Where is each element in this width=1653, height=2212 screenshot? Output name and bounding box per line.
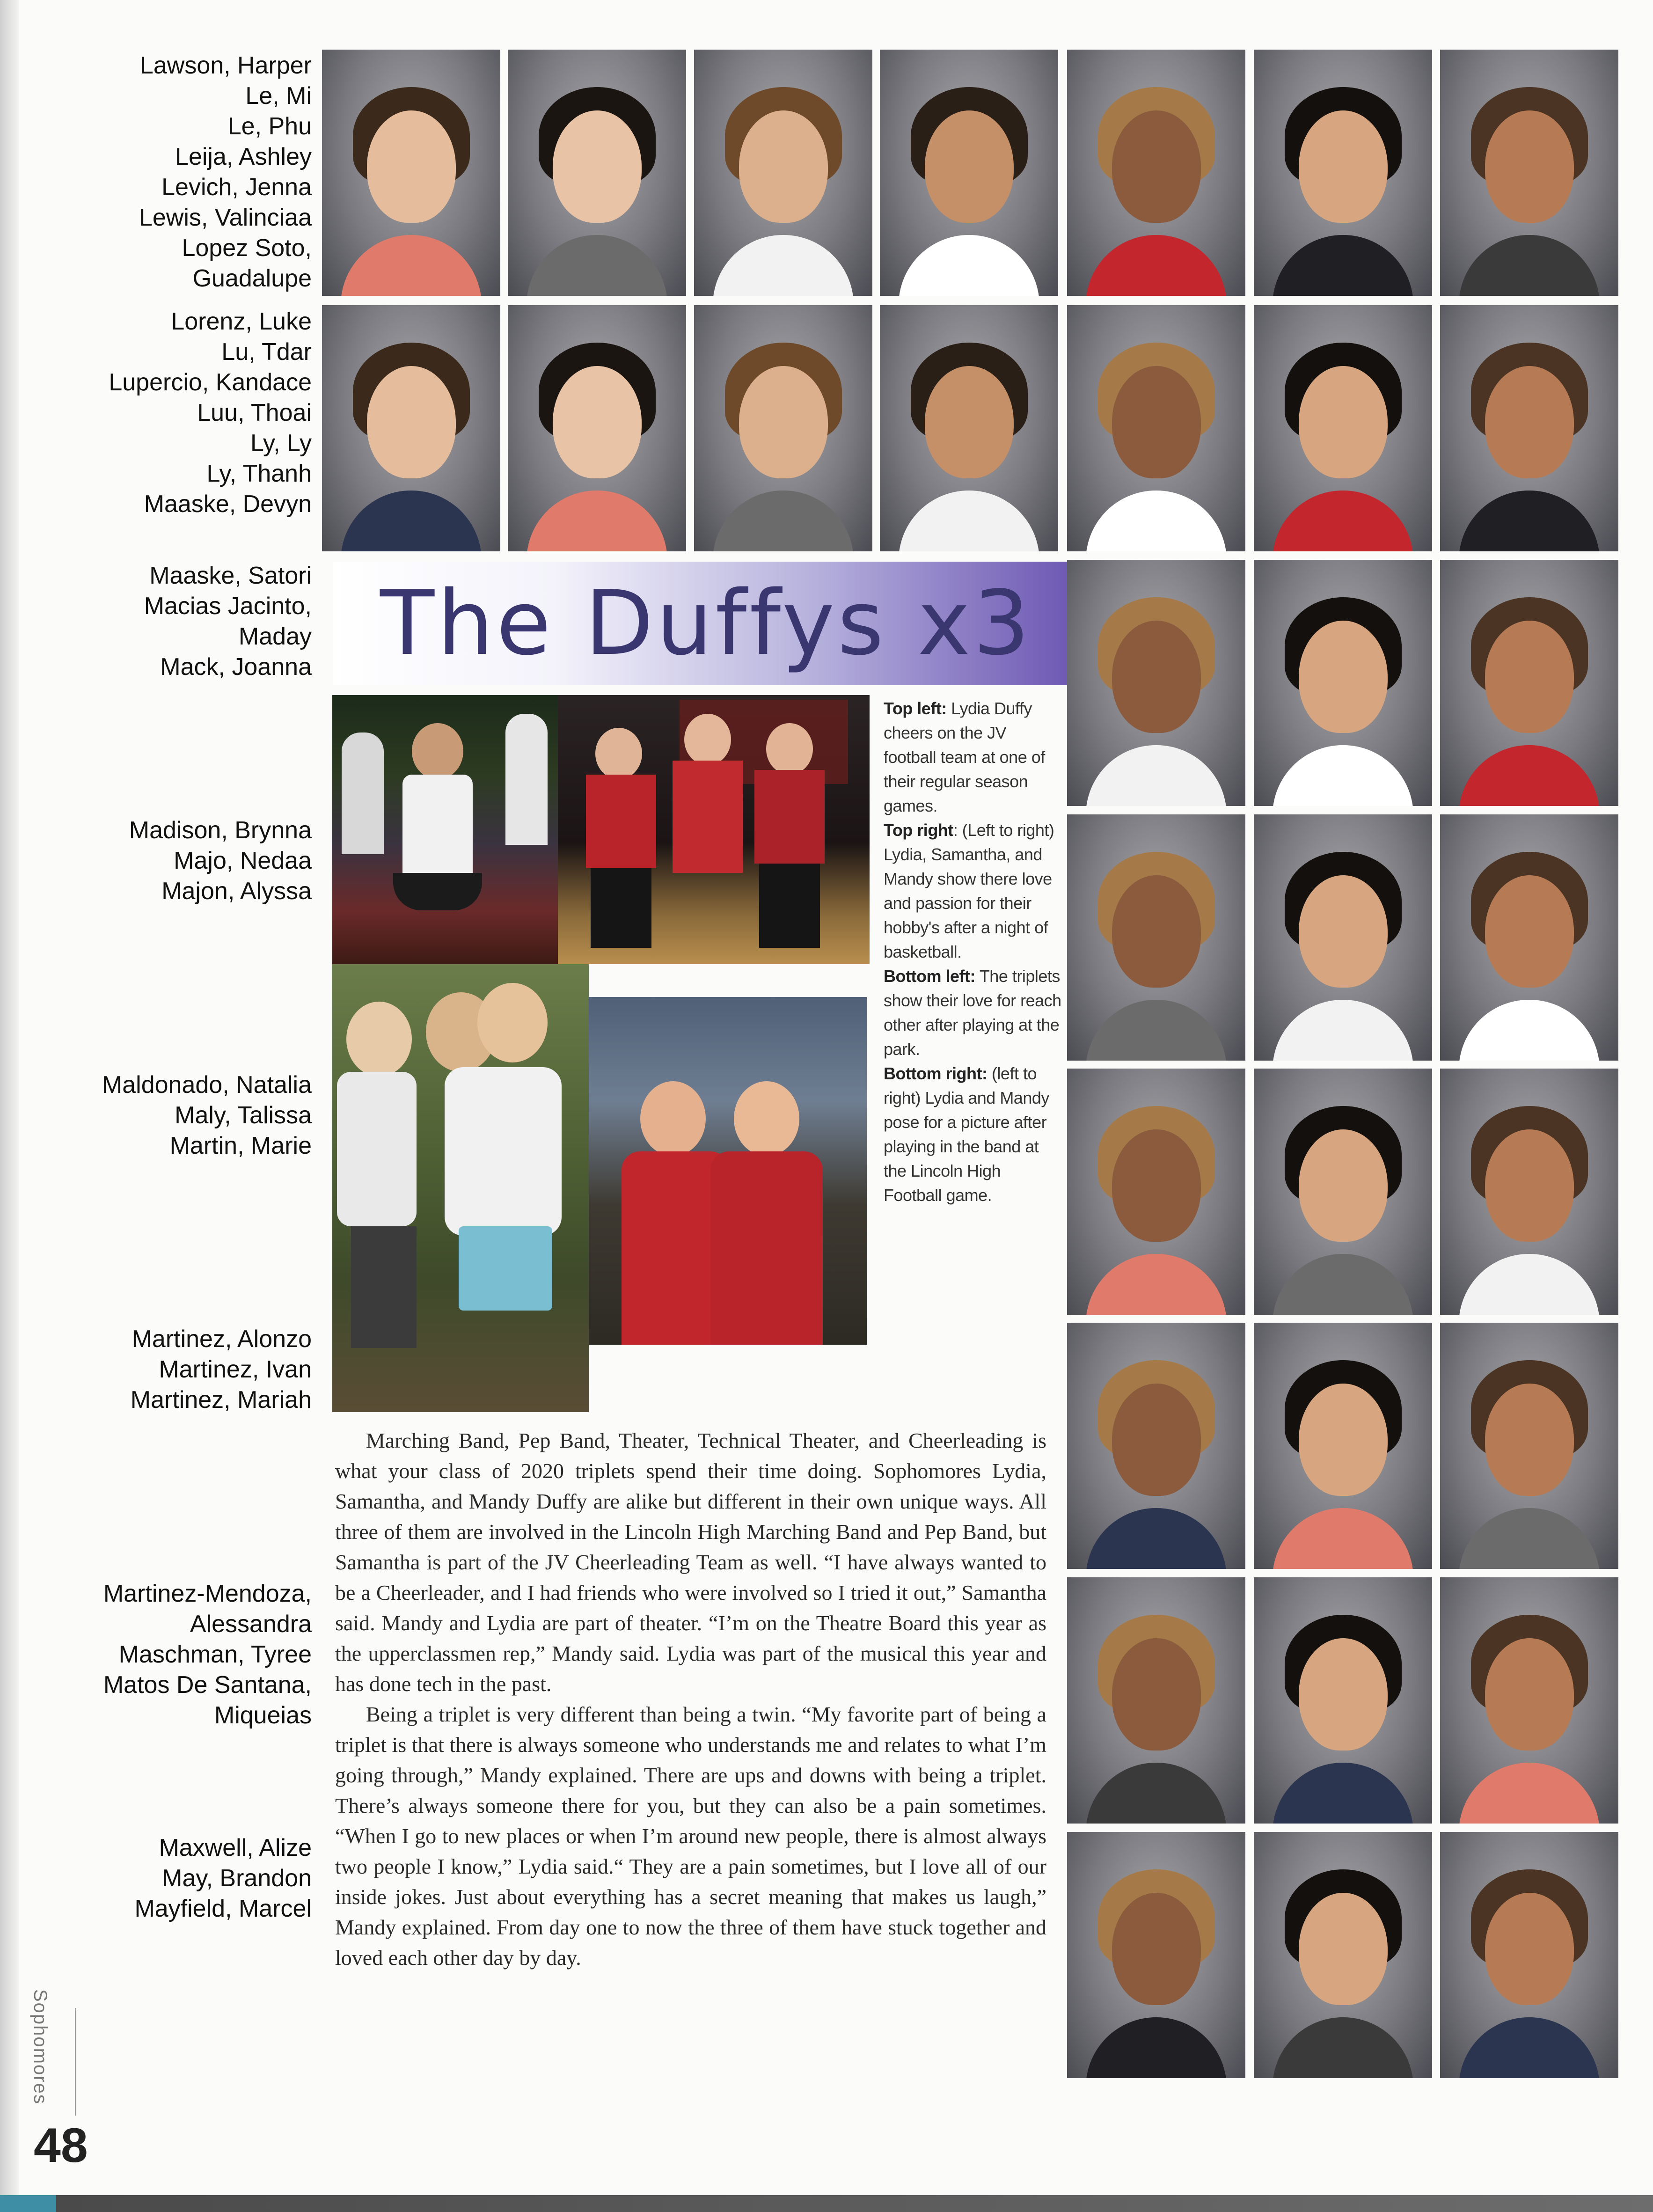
portrait-shirt (1273, 235, 1413, 296)
student-portrait (1440, 814, 1618, 1061)
student-name: Alessandra (190, 1611, 312, 1638)
portrait-shirt (527, 491, 667, 551)
student-portrait (322, 305, 500, 551)
portrait-shirt (1459, 1508, 1600, 1569)
student-portrait (1440, 1577, 1618, 1824)
portrait-shirt (1459, 235, 1600, 296)
student-name: Maldonado, Natalia (102, 1071, 312, 1099)
portrait-face (1485, 875, 1574, 988)
student-name: Miqueias (214, 1702, 312, 1729)
portrait-face (1299, 621, 1388, 733)
name-list-row-6 (131, 1324, 312, 1415)
name-list-row-1 (139, 51, 312, 294)
portrait-shirt (1459, 1763, 1600, 1824)
student-name: Luu, Thoai (197, 399, 312, 426)
caption-text: Lydia Duffy cheers on the JV football team at one of their regular season games. (884, 699, 1045, 815)
caption-label: Top right (884, 820, 953, 840)
caption-top-right (884, 818, 1061, 964)
portrait-face (1485, 1129, 1574, 1242)
photo-captions (884, 696, 1061, 1208)
portrait-face (1485, 1638, 1574, 1751)
student-name: Mack, Joanna (160, 653, 312, 681)
caption-bottom-right (884, 1062, 1061, 1208)
student-portrait (1067, 1069, 1245, 1315)
student-portrait (1440, 50, 1618, 296)
portrait-face (553, 110, 642, 223)
student-portrait (1254, 1832, 1432, 2078)
portrait-shirt (1086, 745, 1227, 806)
portrait-face (553, 366, 642, 478)
caption-label: Bottom right: (884, 1064, 987, 1083)
portrait-face (1112, 1129, 1201, 1242)
student-portrait (694, 305, 872, 551)
portrait-face (367, 366, 456, 478)
student-name: Ly, Thanh (206, 460, 312, 487)
portrait-shirt (527, 235, 667, 296)
portrait-shirt (1273, 491, 1413, 551)
student-portrait (1254, 1069, 1432, 1315)
name-list-row-3 (144, 561, 312, 682)
portrait-shirt (1273, 1000, 1413, 1061)
portrait-face (1299, 1384, 1388, 1496)
student-portrait (1067, 50, 1245, 296)
portrait-shirt (1086, 235, 1227, 296)
student-name: Ly, Ly (250, 430, 312, 457)
portrait-face (1112, 1893, 1201, 2005)
portrait-face (1299, 1893, 1388, 2005)
student-portrait (1254, 305, 1432, 551)
student-name: Martinez, Ivan (159, 1356, 312, 1383)
student-portrait (1254, 50, 1432, 296)
student-name: Martinez, Mariah (130, 1386, 312, 1414)
portrait-face (1485, 1893, 1574, 2005)
headline-banner (333, 562, 1067, 685)
portrait-face (1112, 110, 1201, 223)
student-portrait (1067, 305, 1245, 551)
portrait-face (739, 366, 828, 478)
student-portrait (1440, 1832, 1618, 2078)
portrait-shirt (1273, 2017, 1413, 2078)
page-binding-shadow (0, 0, 19, 2212)
portrait-shirt (1086, 2017, 1227, 2078)
section-label-text: Sophomores (30, 1989, 51, 2105)
student-portrait (694, 50, 872, 296)
portrait-face (367, 110, 456, 223)
student-portrait (1254, 560, 1432, 806)
portrait-face (925, 366, 1014, 478)
student-name: May, Brandon (162, 1865, 312, 1892)
name-list-row-2 (109, 307, 312, 520)
student-portrait (1067, 1577, 1245, 1824)
page-number: 48 (34, 2118, 88, 2173)
caption-text: : (Left to right) Lydia, Samantha, and Mandy show there love and passion for their hobby's after a night of basketball. (884, 820, 1054, 961)
student-name: Le, Phu (227, 113, 312, 140)
portrait-face (1299, 875, 1388, 988)
student-name: Majon, Alyssa (161, 878, 312, 905)
portrait-shirt (341, 491, 482, 551)
portrait-shirt (713, 491, 854, 551)
portrait-face (1299, 366, 1388, 478)
feature-story (335, 1425, 1046, 1973)
photo-triplets-basketball-night (558, 695, 870, 964)
student-name: Lopez Soto, (182, 234, 312, 262)
story-paragraph: Being a triplet is very different than being a twin. “My favorite part of being a triplet is that there is always someone who understands me and relates to what I’m going through,” Mandy explained. There are ups and downs with being a triplet. There’s always someone there for you, but they can also be a pain sometimes. “When I go to new places or when I’m around new people, there is almost always two people I know,” Lydia said.“ They are a pain sometimes, but I love all of our inside jokes. Just about everything has a secret meaning that makes us laugh,” Mandy explained. From day one to now the three of them have stuck together and loved each other day by day. (335, 1702, 1046, 1970)
student-name: Maday (238, 623, 312, 650)
portrait-face (1112, 875, 1201, 988)
portrait-face (1299, 1638, 1388, 1751)
caption-label: Bottom left: (884, 967, 975, 986)
portrait-face (1485, 621, 1574, 733)
portrait-shirt (1273, 1763, 1413, 1824)
student-name: Le, Mi (245, 82, 312, 110)
portrait-face (1299, 1129, 1388, 1242)
portrait-shirt (1086, 1254, 1227, 1315)
student-name: Macias Jacinto, (144, 593, 312, 620)
caption-text: The triplets show their love for reach other after playing at the park. (884, 967, 1061, 1059)
student-name: Levich, Jenna (161, 174, 312, 201)
story-paragraph: Marching Band, Pep Band, Theater, Technical Theater, and Cheerleading is what your class of 2020 triplets spend their time doing. Sophomores Lydia, Samantha, and Mandy Duffy are alike but different in their own unique ways. All three of them are involved in the Lincoln High Marching Band and Pep Band, but Samantha is part of the JV Cheerleading Team as well. “I have always wanted to be a Cheerleader, and I had friends who were involved so I tried it out,” Samantha said. Mandy and Lydia are part of theater. “I’m on the Theatre Board this year as the upperclassmen rep,” Mandy said. Lydia was part of the musical this year and has done tech in the past. (335, 1428, 1046, 1696)
portrait-shirt (341, 235, 482, 296)
student-portrait (508, 50, 686, 296)
portrait-face (1485, 110, 1574, 223)
photo-lydia-mandy-band-uniforms (589, 997, 867, 1345)
headline-title: The Duffys x3 (380, 571, 1033, 675)
student-name: Martin, Marie (169, 1132, 312, 1159)
student-name: Maaske, Satori (149, 562, 312, 589)
student-portrait (880, 50, 1058, 296)
portrait-shirt (1459, 1000, 1600, 1061)
student-name: Maxwell, Alize (159, 1834, 312, 1861)
student-portrait (1254, 814, 1432, 1061)
portrait-shirt (1086, 1000, 1227, 1061)
section-label (28, 1989, 56, 2130)
student-portrait (1254, 1323, 1432, 1569)
student-portrait (508, 305, 686, 551)
name-list-row-7 (103, 1579, 312, 1731)
student-portrait (1440, 305, 1618, 551)
portrait-face (925, 110, 1014, 223)
portrait-shirt (1086, 1508, 1227, 1569)
student-name: Martinez-Mendoza, (103, 1580, 312, 1607)
portrait-face (1299, 110, 1388, 223)
student-name: Lupercio, Kandace (109, 369, 312, 396)
photo-cheerleader-football-game (332, 695, 558, 964)
student-name: Mayfield, Marcel (134, 1895, 312, 1922)
student-portrait (1440, 1323, 1618, 1569)
portrait-shirt (1459, 491, 1600, 551)
portrait-shirt (1086, 1763, 1227, 1824)
student-portrait (880, 305, 1058, 551)
name-list-row-5 (102, 1070, 312, 1161)
caption-top-left (884, 696, 1061, 818)
portrait-face (1485, 1384, 1574, 1496)
portrait-face (1112, 621, 1201, 733)
portrait-shirt (1273, 1508, 1413, 1569)
portrait-face (1112, 1384, 1201, 1496)
portrait-shirt (1086, 491, 1227, 551)
caption-bottom-left (884, 964, 1061, 1062)
name-list-row-4 (129, 815, 312, 907)
portrait-shirt (1459, 745, 1600, 806)
name-list-row-8 (134, 1833, 312, 1924)
portrait-shirt (1459, 1254, 1600, 1315)
student-name: Lewis, Valinciaa (139, 204, 312, 231)
caption-label: Top left: (884, 699, 947, 718)
portrait-face (739, 110, 828, 223)
student-portrait (1067, 560, 1245, 806)
student-name: Leija, Ashley (175, 143, 312, 170)
student-name: Guadalupe (192, 265, 312, 292)
student-name: Maly, Talissa (175, 1102, 312, 1129)
student-portrait (1067, 1832, 1245, 2078)
student-portrait (1254, 1577, 1432, 1824)
student-portrait (1440, 560, 1618, 806)
student-name: Maschman, Tyree (118, 1641, 312, 1668)
portrait-face (1112, 1638, 1201, 1751)
portrait-shirt (899, 235, 1039, 296)
student-name: Matos De Santana, (103, 1671, 312, 1699)
student-portrait (1067, 814, 1245, 1061)
student-name: Maaske, Devyn (144, 491, 312, 518)
student-name: Madison, Brynna (129, 817, 312, 844)
portrait-shirt (899, 491, 1039, 551)
portrait-shirt (713, 235, 854, 296)
student-name: Majo, Nedaa (174, 847, 312, 874)
student-portrait (1440, 1069, 1618, 1315)
portrait-shirt (1273, 1254, 1413, 1315)
student-portrait (322, 50, 500, 296)
student-portrait (1067, 1323, 1245, 1569)
student-name: Lorenz, Luke (171, 308, 312, 335)
student-name: Martinez, Alonzo (132, 1326, 312, 1353)
folio-divider (75, 2008, 76, 2116)
portrait-face (1112, 366, 1201, 478)
portrait-shirt (1459, 2017, 1600, 2078)
portrait-face (1485, 366, 1574, 478)
page-bottom-edge (0, 2195, 1653, 2212)
caption-text: (left to right) Lydia and Mandy pose for a picture after playing in the band at the Lincoln High Football game. (884, 1064, 1049, 1205)
photo-triplets-at-park (332, 964, 589, 1412)
student-name: Lawson, Harper (139, 52, 312, 79)
student-name: Lu, Tdar (221, 338, 312, 366)
portrait-shirt (1273, 745, 1413, 806)
